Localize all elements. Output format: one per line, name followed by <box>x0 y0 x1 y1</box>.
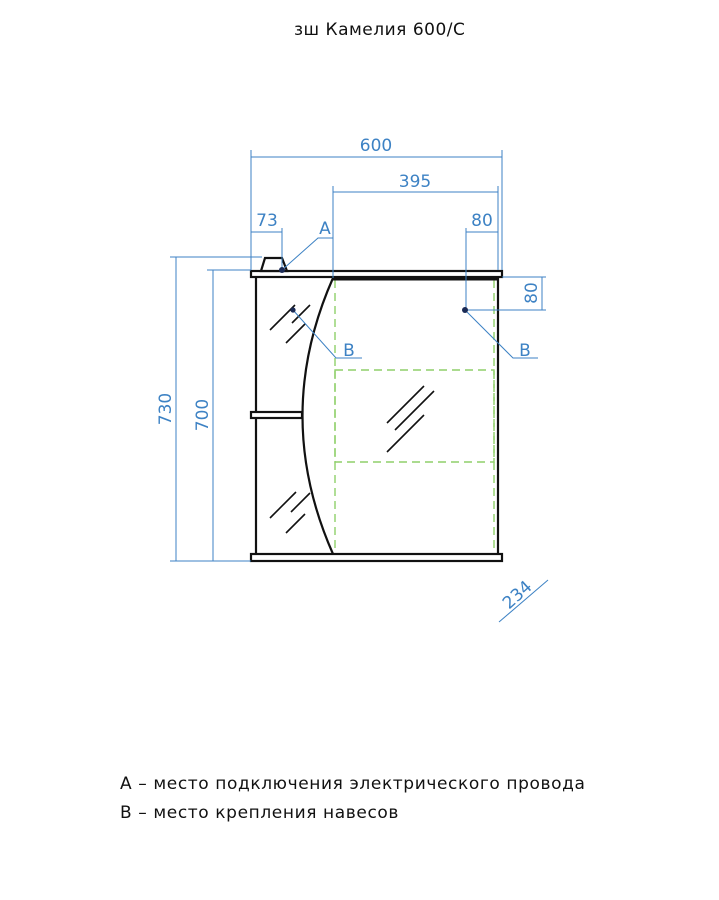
dim-234: 234 <box>498 576 537 614</box>
top-panel <box>251 271 502 277</box>
dim-395: 395 <box>398 172 432 192</box>
curved-door-edge <box>303 278 334 554</box>
dim-80-horizontal: 80 <box>471 211 493 231</box>
socket-point <box>279 267 285 273</box>
hidden-shelf-lines <box>335 280 494 553</box>
cabinet-body <box>251 258 502 561</box>
legend-a: A – место подключения электрического провода <box>120 774 586 794</box>
dim-730: 730 <box>156 392 176 426</box>
drawing-title: зш Камелия 600/С <box>294 20 466 40</box>
dim-700: 700 <box>193 398 213 432</box>
bottom-panel <box>251 554 502 561</box>
marker-b-right: B <box>519 341 531 361</box>
dim-600: 600 <box>359 136 393 156</box>
hanger-point-right <box>462 307 468 313</box>
marker-a: A <box>319 219 331 239</box>
hanger-point-left <box>290 307 295 312</box>
legend-b: B – место крепления навесов <box>120 803 400 823</box>
dim-73: 73 <box>256 211 278 231</box>
marker-b-left: B <box>343 341 355 361</box>
middle-shelf <box>251 412 302 418</box>
dim-80-vertical: 80 <box>522 282 542 304</box>
